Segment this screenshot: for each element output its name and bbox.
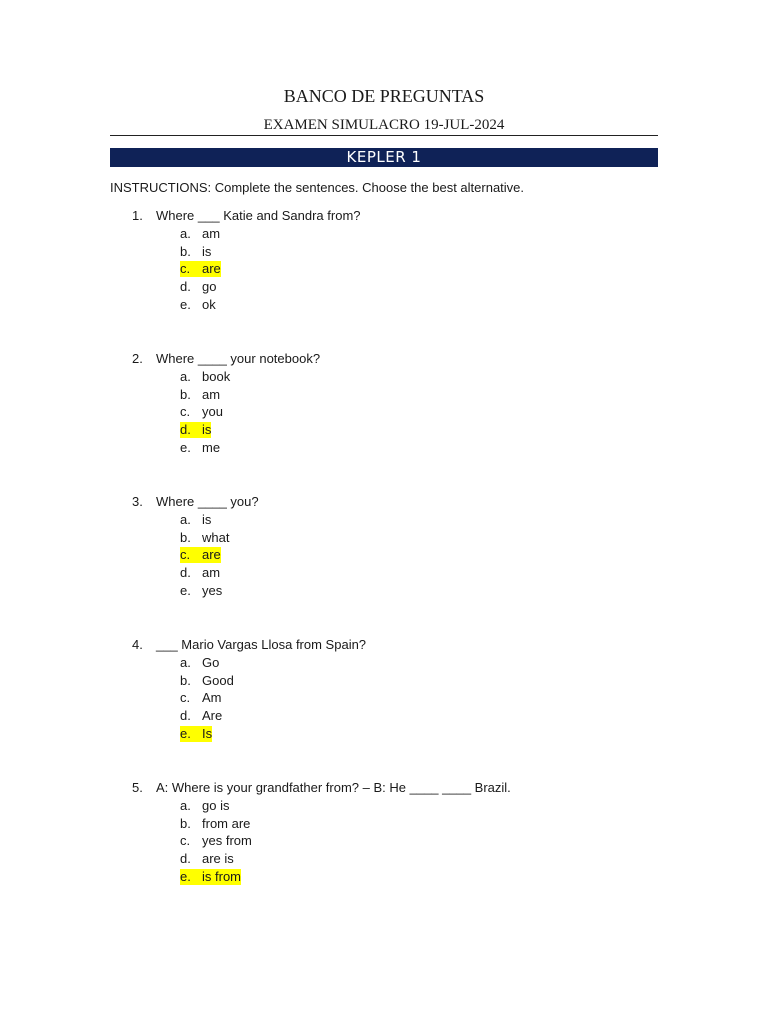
option-letter: b.: [180, 672, 191, 688]
answer-option: [0, 851, 768, 869]
option-letter: d.: [180, 851, 191, 867]
option-text: go: [202, 279, 217, 295]
answer-option: [0, 440, 768, 458]
option-content: [180, 440, 220, 456]
option-content: [180, 261, 221, 277]
option-letter: c.: [180, 833, 191, 849]
option-content: [180, 726, 212, 742]
document-title: BANCO DE PREGUNTAS: [283, 86, 485, 106]
answer-option-highlighted: [0, 422, 768, 440]
answer-option: [0, 798, 768, 816]
question-line: [0, 494, 768, 512]
option-letter: a.: [180, 512, 191, 527]
question-text: Where ___ Katie and Sandra from?: [156, 208, 361, 223]
option-text: Am: [202, 690, 222, 706]
question-line: [0, 780, 768, 798]
answer-option-highlighted: [0, 726, 768, 744]
answer-option: [0, 387, 768, 405]
question-item: [0, 780, 768, 886]
option-content: [180, 279, 216, 295]
option-content: [180, 655, 219, 671]
option-letter: e.: [180, 868, 191, 884]
option-letter: d.: [180, 279, 191, 295]
option-text: Are: [202, 708, 223, 724]
option-text: are is: [202, 851, 234, 867]
question-number: 2.: [132, 351, 143, 366]
question-text: Where ____ your notebook?: [156, 351, 321, 366]
option-content: [180, 851, 234, 867]
option-text: ok: [202, 296, 216, 312]
answer-option: [0, 816, 768, 834]
option-text: am: [202, 226, 221, 241]
answer-option: [0, 404, 768, 422]
option-letter: e.: [180, 439, 191, 455]
option-letter: d.: [180, 708, 191, 724]
option-text: Go: [202, 655, 220, 670]
option-letter: b.: [180, 386, 191, 402]
option-letter: e.: [180, 582, 191, 598]
question-item: [0, 637, 768, 743]
answer-option: [0, 673, 768, 691]
option-letter: d.: [180, 565, 191, 581]
option-text: go is: [202, 798, 230, 813]
answer-option: [0, 244, 768, 262]
option-text: you: [202, 404, 223, 420]
option-letter: c.: [180, 404, 191, 420]
answer-option: [0, 565, 768, 583]
option-text: yes from: [202, 833, 252, 849]
option-list: [0, 512, 768, 600]
question-text: A: Where is your grandfather from? – B: He ____ ____ Brazil.: [156, 780, 511, 795]
option-content: [180, 244, 211, 260]
answer-option: [0, 369, 768, 387]
question-number: 3.: [132, 494, 143, 509]
question-number: 1.: [132, 208, 143, 223]
option-list: [0, 369, 768, 457]
option-letter: b.: [180, 529, 191, 545]
option-letter: c.: [180, 690, 191, 706]
option-letter: c.: [180, 261, 191, 277]
option-text: Is: [202, 725, 213, 741]
option-text: from are: [202, 815, 251, 831]
option-letter: a.: [180, 655, 191, 670]
option-text: is from: [202, 868, 241, 884]
answer-option: [0, 690, 768, 708]
option-text: what: [202, 529, 230, 545]
option-letter: e.: [180, 296, 191, 312]
option-content: [180, 583, 222, 599]
option-text: am: [202, 386, 221, 402]
option-letter: e.: [180, 725, 191, 741]
section-banner: KEPLER 1: [110, 148, 658, 167]
option-content: [180, 708, 222, 724]
option-text: is: [202, 422, 212, 438]
document-subtitle: EXAMEN SIMULACRO 19-JUL-2024: [263, 117, 505, 133]
question-line: [0, 351, 768, 369]
option-letter: b.: [180, 815, 191, 831]
option-content: [180, 387, 220, 403]
option-letter: a.: [180, 798, 191, 813]
answer-option: [0, 530, 768, 548]
option-list: [0, 798, 768, 886]
option-content: [180, 869, 241, 885]
option-list: [0, 655, 768, 743]
question-text: ___ Mario Vargas Llosa from Spain?: [156, 637, 367, 652]
answer-option: [0, 512, 768, 530]
option-letter: b.: [180, 243, 191, 259]
option-content: [180, 512, 211, 528]
question-number: 4.: [132, 637, 143, 652]
question-line: [0, 208, 768, 226]
question-item: [0, 208, 768, 314]
answer-option-highlighted: [0, 547, 768, 565]
option-letter: a.: [180, 369, 191, 384]
option-text: are: [202, 547, 221, 563]
option-content: [180, 404, 223, 420]
option-letter: d.: [180, 422, 191, 438]
option-text: is: [202, 243, 212, 259]
option-text: am: [202, 565, 221, 581]
option-content: [180, 369, 230, 385]
option-content: [180, 816, 250, 832]
option-letter: a.: [180, 226, 191, 241]
option-content: [180, 547, 221, 563]
answer-option: [0, 279, 768, 297]
option-content: [180, 690, 222, 706]
option-text: is: [202, 512, 212, 527]
option-content: [180, 297, 216, 313]
option-text: me: [202, 439, 221, 455]
option-list: [0, 226, 768, 314]
option-text: yes: [202, 582, 223, 598]
answer-option: [0, 708, 768, 726]
question-number: 5.: [132, 780, 143, 795]
option-content: [180, 422, 211, 438]
option-text: are: [202, 261, 221, 277]
option-letter: c.: [180, 547, 191, 563]
question-item: [0, 494, 768, 600]
answer-option-highlighted: [0, 261, 768, 279]
header-divider: [110, 135, 658, 136]
option-text: book: [202, 369, 231, 384]
answer-option: [0, 226, 768, 244]
option-content: [180, 833, 252, 849]
option-content: [180, 530, 229, 546]
option-content: [180, 673, 234, 689]
answer-option: [0, 583, 768, 601]
option-content: [180, 565, 220, 581]
option-content: [180, 798, 229, 814]
option-text: Good: [202, 672, 234, 688]
answer-option-highlighted: [0, 869, 768, 887]
answer-option: [0, 655, 768, 673]
answer-option: [0, 833, 768, 851]
question-line: [0, 637, 768, 655]
instructions-text: INSTRUCTIONS: Complete the sentences. Choose the best alternative.: [110, 180, 525, 195]
question-text: Where ____ you?: [156, 494, 259, 509]
option-content: [180, 226, 220, 242]
question-item: [0, 351, 768, 457]
answer-option: [0, 297, 768, 315]
